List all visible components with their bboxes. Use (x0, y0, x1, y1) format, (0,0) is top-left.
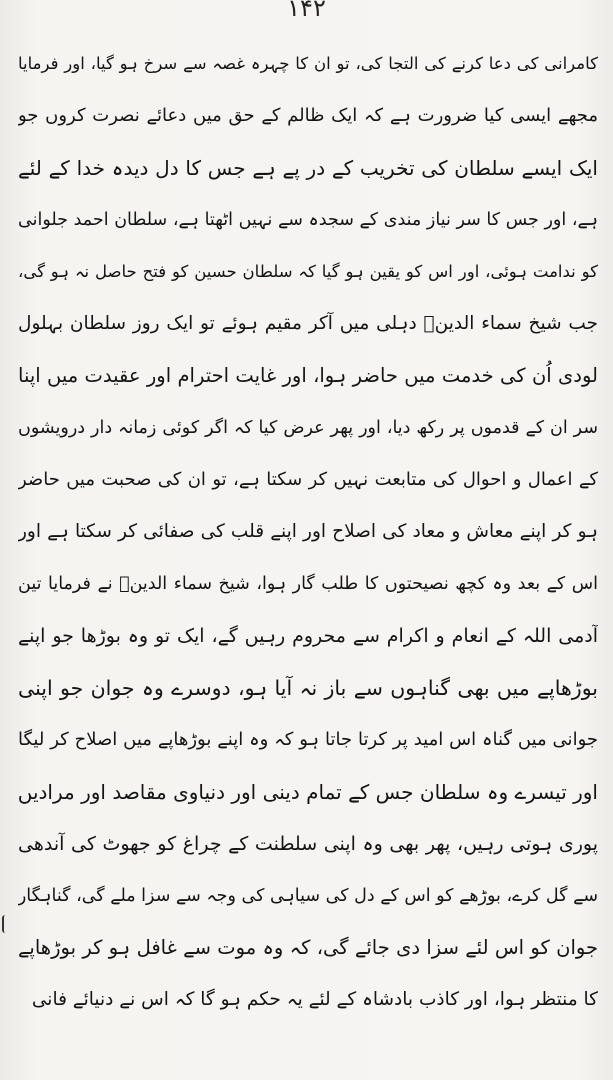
text-line: مجھے ایسی کیا ضرورت ہے کہ ایک ظالم کے حق میں دعائے نصرت کروں جو (18, 105, 598, 126)
body-text (18, 38, 598, 1026)
text-line: کا منتظر ہوا، اور کاذب بادشاہ کے لئے یہ حکم ہو گا کہ اس نے دنیائے فانی (31, 989, 598, 1010)
margin-mark (2, 915, 8, 933)
text-line: کو ندامت ہوئی، اور اس کو یقین ہو گیا کہ سلطان حسین کو فتح حاصل نہ ہو گی، (18, 262, 598, 281)
text-line: آدمی اللہ کے انعام و اکرام سے محروم رہیں گے، ایک تو وہ بوڑھا جو اپنے (18, 625, 598, 647)
text-line: جب شیخ سماء الدینؒ دہلی میں آکر مقیم ہوئے تو ایک روز سلطان بہلول (18, 313, 598, 334)
text-line: سر ان کے قدموں پر رکھ دیا، اور پھر عرض کیا کہ اگر کوئی زمانہ دار درویشوں (18, 418, 598, 438)
text-line: لودی اُن کی خدمت میں حاضر ہوا، اور غایت احترام اور عقیدت میں اپنا (18, 364, 598, 387)
text-line: پوری ہوتی رہیں، پھر بھی وہ اپنی سلطنت کے چراغ کو جھوٹ کی آندھی (18, 833, 598, 855)
text-line: کے اعمال و احوال کی متابعت نہیں کر سکتا ہے، تو ان کی صحبت میں حاضر (18, 469, 598, 490)
text-line: کامرانی کی دعا کرنے کی التجا کی، تو ان کا چہرہ غصہ سے سرخ ہو گیا، اور فرمایا (18, 54, 598, 73)
text-line: ہو کر اپنے معاش و معاد کی اصلاح اور اپنے قلب کی صفائی کر سکتا ہے اور (18, 521, 598, 542)
text-line: جوان کو اس لئے سزا دی جائے گی، کہ وہ موت سے غافل ہو کر بوڑھاپے (18, 936, 598, 959)
text-line: اور تیسرے وہ سلطان جس کے تمام دینی اور دنیاوی مقاصد اور مرادیں (18, 780, 598, 804)
text-line: بوڑھاپے میں بھی گناہوں سے باز نہ آیا ہو، دوسرے وہ جوان جو اپنی (18, 676, 598, 700)
page-number: ۱۴۲ (287, 0, 326, 22)
text-line: جوانی میں گناہ اس امید پر کرتا جاتا ہو کہ وہ اپنے بوڑھاپے میں اصلاح کر لیگا (18, 729, 598, 750)
text-line: اس کے بعد وہ کچھ نصیحتوں کا طلب گار ہوا، شیخ سماء الدینؒ نے فرمایا تین (18, 574, 598, 594)
text-line: ایک ایسے سلطان کی تخریب کے در پے ہے جس کا دل دیدہ خدا کے لئے (18, 156, 598, 180)
text-line: سے گل کرے، بوڑھے کو اس کے دل کی سیاہی کی وجہ سے سزا ملے گی، گناہگار (18, 886, 598, 906)
text-line: ہے، اور جس کا سر نیاز مندی کے سجدہ سے نہیں اٹھتا ہے، سلطان احمد جلوانی (18, 210, 598, 230)
